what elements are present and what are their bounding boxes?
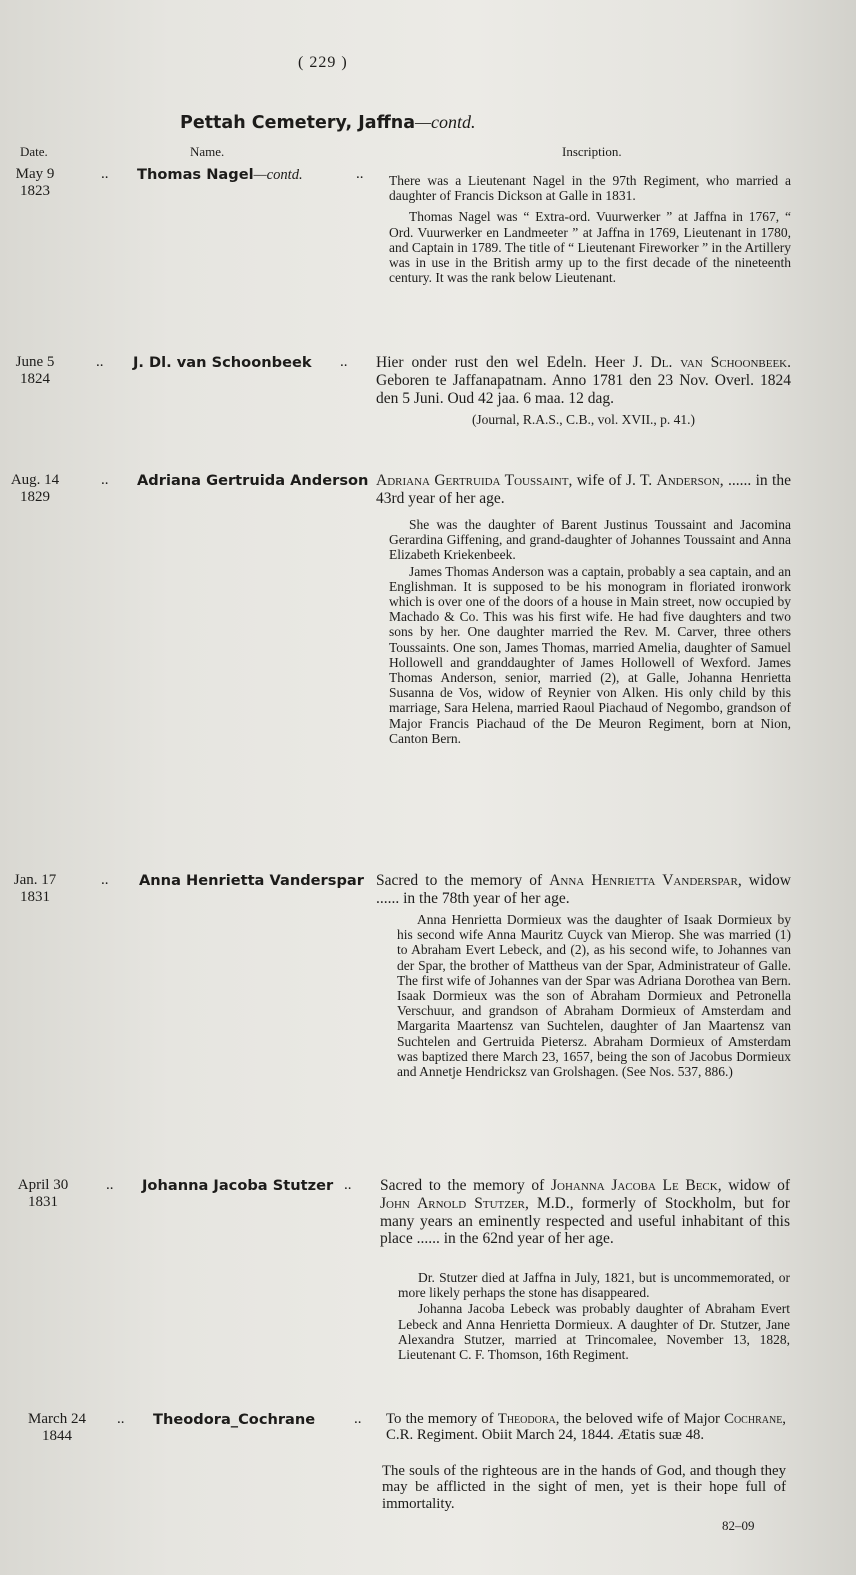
entry-notes: She was the daughter of Barent Justinus Toussaint and Jacomina Gerardina Giffening, and grand-daughter of Johannes Toussaint and Anna Elizabeth Kriekenbeek. James Thomas Anderson was a captain, probably a sea captain, and an Englishman. It is supposed to be his monogram in floriated ironwork which is over one of the doors of a house in Main street, now occupied by Machado & Co. This was his first wife. He had five daughters and two sons by her. One daughter married the Rev. M. Carver, three others Toussaints. One son, James Thomas, married Amelia, daughter of Samuel Hollowell and granddaughter of James Hollowell of Wexford. James Thomas Anderson, senior, married (2), at Galle, Johanna Henrietta Susanna de Vos, widow of Reynier von Alken. His only child by this marriage, Sara Helena, married Raoul Piachaud of Negombo, grandson of Major Francis Piachaud of the De Meuron Regiment, born at Nion, Canton Bern. [389,517,791,746]
title-main: Pettah Cemetery, Jaffna [180,113,416,133]
entry-inscription: Hier onder rust den wel Edeln. Heer J. Dl. van Schoonbeek. Geboren te Jaffanapatnam. Anno 1781 den 23 Nov. Overl. 1824 den 5 Juni. Oud 42 jaa. 6 maa. 12 dag. (Journal, R.A.S., C.B., vol. XVII., p. 41.) [376,354,791,428]
citation: (Journal, R.A.S., C.B., vol. XVII., p. 41.) [471,412,696,428]
title-contd: —contd. [415,112,476,132]
entry-inscription: To the memory of Theodora, the beloved wife of Major Cochrane, C.R. Regiment. Obiit March 24, 1844. Ætatis suæ 48. [386,1411,786,1444]
header-date: Date. [20,144,48,159]
entry-notes: Anna Henrietta Dormieux was the daughter of Isaak Dormieux by his second wife Anna Mauritz Cuyck van Mierop. She was married (1) to Abraham Evert Lebeck, and (2), as his second wife, to Johannes van der Spar, the brother of Mattheus van der Spar, Administrateur of Galle. The first wife of Johannes van der Spar was Adriana Dorothea van Bern. Isaak Dormieux was the son of Abraham Dormieux and Petronella Verschuur, and grandson of Abraham Dormieux of Amsterdam and Margarita Maartensz van Suchtelen, daughter of Jan Maartensz van Suchtelen and Gertruida Pietersz. Abraham Dormieux of Amsterdam was baptized there March 23, 1657, being the son of Jacobus Dormieux and Annetje Hendricksz van Grolshagen. (See Nos. 537, 886.) [397,912,791,1080]
header-name: Name. [190,144,225,159]
dots: .. [117,1411,125,1427]
dots: .. [356,166,364,182]
dots: .. [340,354,348,370]
entry-inscription: Sacred to the memory of Anna Henrietta Vanderspar, widow ...... in the 78th year of her age. [376,872,791,907]
entry-name: Adriana Gertruida Anderson [137,472,369,489]
entry-inscription: Sacred to the memory of Johanna Jacoba Le Beck, widow of John Arnold Stutzer, M.D., formerly of Stockholm, but for many years an eminently respected and useful inhabitant of this place ...... in the 62nd year of her age. [380,1177,791,1248]
dots: .. [101,872,109,888]
entry-date: Aug. 14 1829 [10,472,60,505]
page-title [180,112,476,133]
entry-name: Thomas Nagel—contd. [137,166,303,183]
page-number: ( 229 ) [298,54,348,71]
entry-date: May 9 1823 [15,166,55,199]
entry-date: June 5 1824 [15,354,55,387]
dots: .. [354,1411,362,1427]
footer-mark: 82–09 [722,1518,755,1533]
dots: .. [344,1177,352,1193]
dots: .. [96,354,104,370]
entry-name: Johanna Jacoba Stutzer [142,1177,334,1194]
entry-date: March 24 1844 [28,1411,86,1444]
entry-inscription: There was a Lieutenant Nagel in the 97th Regiment, who married a daughter of Francis Dickson at Galle in 1831. Thomas Nagel was “ Extra-ord. Vuurwerker ” at Jaffna in 1767, “ Ord. Vuurwerker en Landmeeter ” at Jaffna in 1769, Lieutenant in 1780, and Captain in 1789. The title of “ Lieutenant Fireworker ” in the Artillery was in use in the British army up to the first decade of the nineteenth century. It was the rank below Lieutenant. [389,173,791,286]
entry-date: Jan. 17 1831 [13,872,57,905]
entry-inscription: Adriana Gertruida Toussaint, wife of J. T. Anderson, ...... in the 43rd year of her age. [376,472,791,507]
entry-verse: The souls of the righteous are in the hands of God, and though they may be afflicted in the sight of men, yet is their hope full of immortality. [382,1463,786,1512]
dots: .. [101,472,109,488]
entry-notes: Dr. Stutzer died at Jaffna in July, 1821, but is uncommemorated, or more likely perhaps the stone has disappeared. Johanna Jacoba Lebeck was probably daughter of Abraham Evert Lebeck and Anna Henrietta Dormieux. A daughter of Dr. Stutzer, Jane Alexandra Stutzer, married at Trincomalee, November 13, 1828, Lieutenant C. F. Thomson, 16th Regiment. [398,1270,790,1363]
entry-name: Theodora_Cochrane [153,1411,316,1428]
header-inscription: Inscription. [562,144,622,159]
dots: .. [101,166,109,182]
entry-name: J. Dl. van Schoonbeek [133,354,312,371]
dots: .. [106,1177,114,1193]
entry-name: Anna Henrietta Vanderspar [139,872,364,889]
entry-date: April 30 1831 [17,1177,69,1210]
